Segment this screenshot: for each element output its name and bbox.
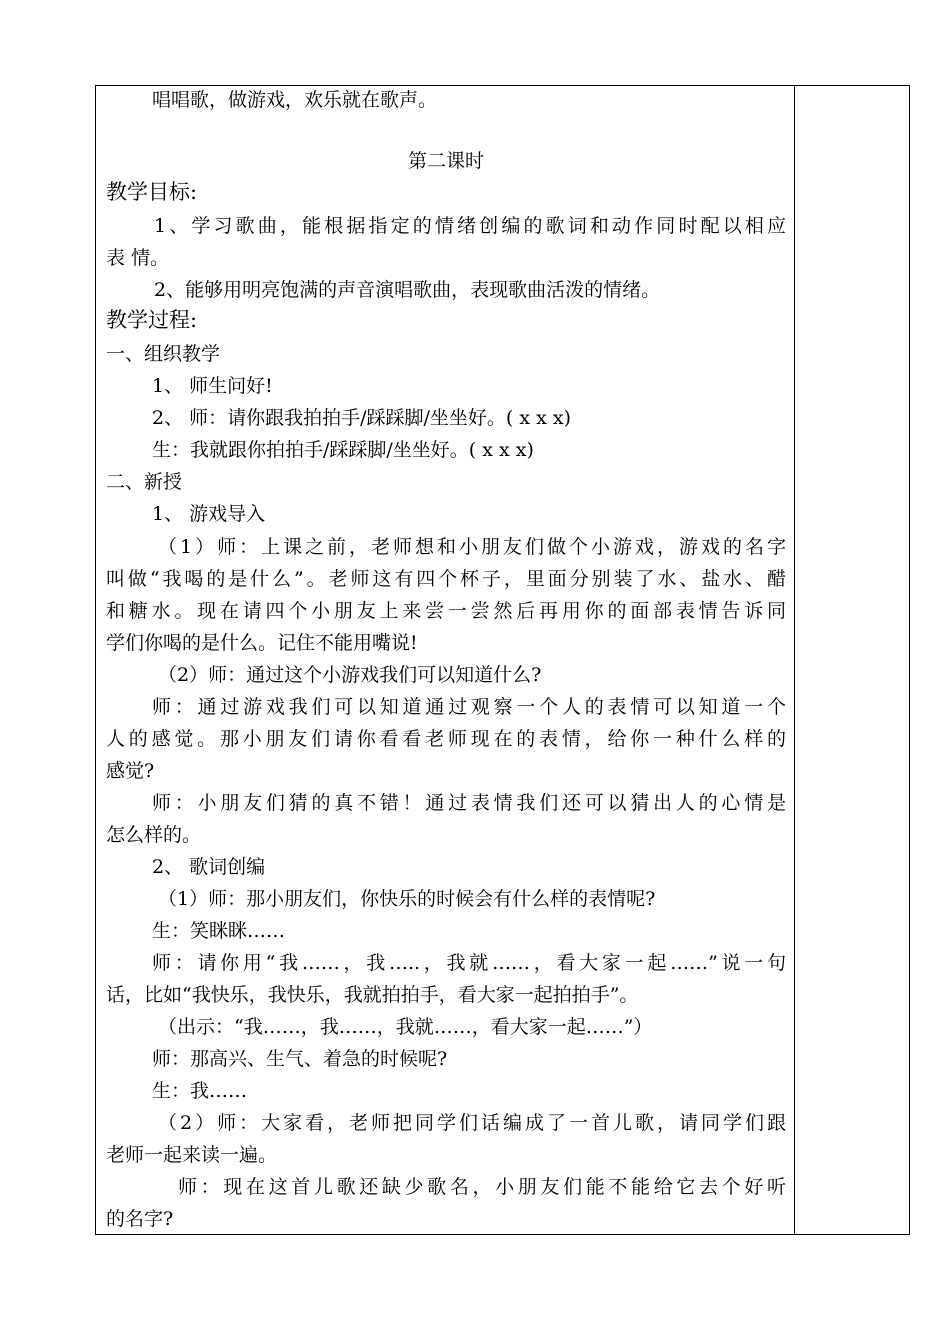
- text-line: 师：现在这首儿歌还缺少歌名，小朋友们能不能给它去个好听: [178, 1176, 786, 1198]
- text-line: 和糖水。现在请四个小朋友上来尝一尝然后再用你的面部表情告诉同: [106, 600, 786, 622]
- text-line: 叫做“我喝的是什么”。老师这有四个杯子，里面分别装了水、盐水、醋: [106, 568, 786, 590]
- text-line: 2、能够用明亮饱满的声音演唱歌曲，表现歌曲活泼的情绪。: [154, 279, 661, 301]
- text-line: 2、 师：请你跟我拍拍手/踩踩脚/坐坐好。( x x x): [152, 407, 572, 429]
- text-line: 生：我就跟你拍拍手/踩踩脚/坐坐好。( x x x): [152, 439, 534, 461]
- text-line: 人的感觉。那小朋友们请你看看老师现在的表情，给你一种什么样的: [106, 728, 786, 750]
- column-divider: [794, 86, 795, 1234]
- text-line: 唱唱歌，做游戏，欢乐就在歌声。: [152, 89, 438, 111]
- text-line: 师：小朋友们猜的真不错！通过表情我们还可以猜出人的心情是: [152, 792, 786, 814]
- text-line: （1）师：上课之前，老师想和小朋友们做个小游戏，游戏的名字: [158, 536, 786, 558]
- text-line: 生：我……: [152, 1080, 248, 1102]
- text-line: （2）师：通过这个小游戏我们可以知道什么?: [158, 664, 542, 686]
- section-heading: 教学目标:: [106, 180, 198, 204]
- section-heading: 教学过程:: [106, 308, 198, 332]
- text-line: 师：通过游戏我们可以知道通过观察一个人的表情可以知道一个: [152, 696, 786, 718]
- lesson-plan-table: [95, 85, 910, 1235]
- text-line: 的名字?: [106, 1208, 174, 1230]
- text-line: 1、 师生问好!: [152, 375, 273, 397]
- text-line: （2）师：大家看，老师把同学们话编成了一首儿歌，请同学们跟: [158, 1112, 786, 1134]
- text-line: （1）师：那小朋友们，你快乐的时候会有什么样的表情呢?: [158, 888, 656, 910]
- text-line: 生：笑眯眯……: [152, 920, 286, 942]
- text-line: 老师一起来读一遍。: [106, 1144, 278, 1166]
- text-line: 1、 游戏导入: [152, 503, 266, 525]
- text-line: 1、学习歌曲，能根据指定的情绪创编的歌词和动作同时配以相应: [154, 215, 786, 237]
- text-line: 感觉?: [106, 760, 155, 782]
- text-line: 师：那高兴、生气、着急的时候呢?: [152, 1048, 448, 1070]
- text-line: 2、 歌词创编: [152, 856, 266, 878]
- text-line: 学们你喝的是什么。记住不能用嘴说!: [106, 632, 418, 654]
- text-line: 话，比如“我快乐，我快乐，我就拍拍手，看大家一起拍拍手”。: [106, 984, 639, 1006]
- subsection-heading: 一、组织教学: [106, 343, 221, 365]
- text-line: 怎么样的。: [106, 824, 202, 846]
- text-line: 表 情。: [106, 247, 170, 269]
- lesson-title: 第二课时: [407, 150, 484, 172]
- text-line: 师：请你用“我……，我…..，我就……，看大家一起……”说一句: [152, 952, 786, 974]
- text-line: （出示：“我……，我……，我就……，看大家一起……”）: [158, 1016, 653, 1038]
- subsection-heading: 二、新授: [106, 471, 183, 493]
